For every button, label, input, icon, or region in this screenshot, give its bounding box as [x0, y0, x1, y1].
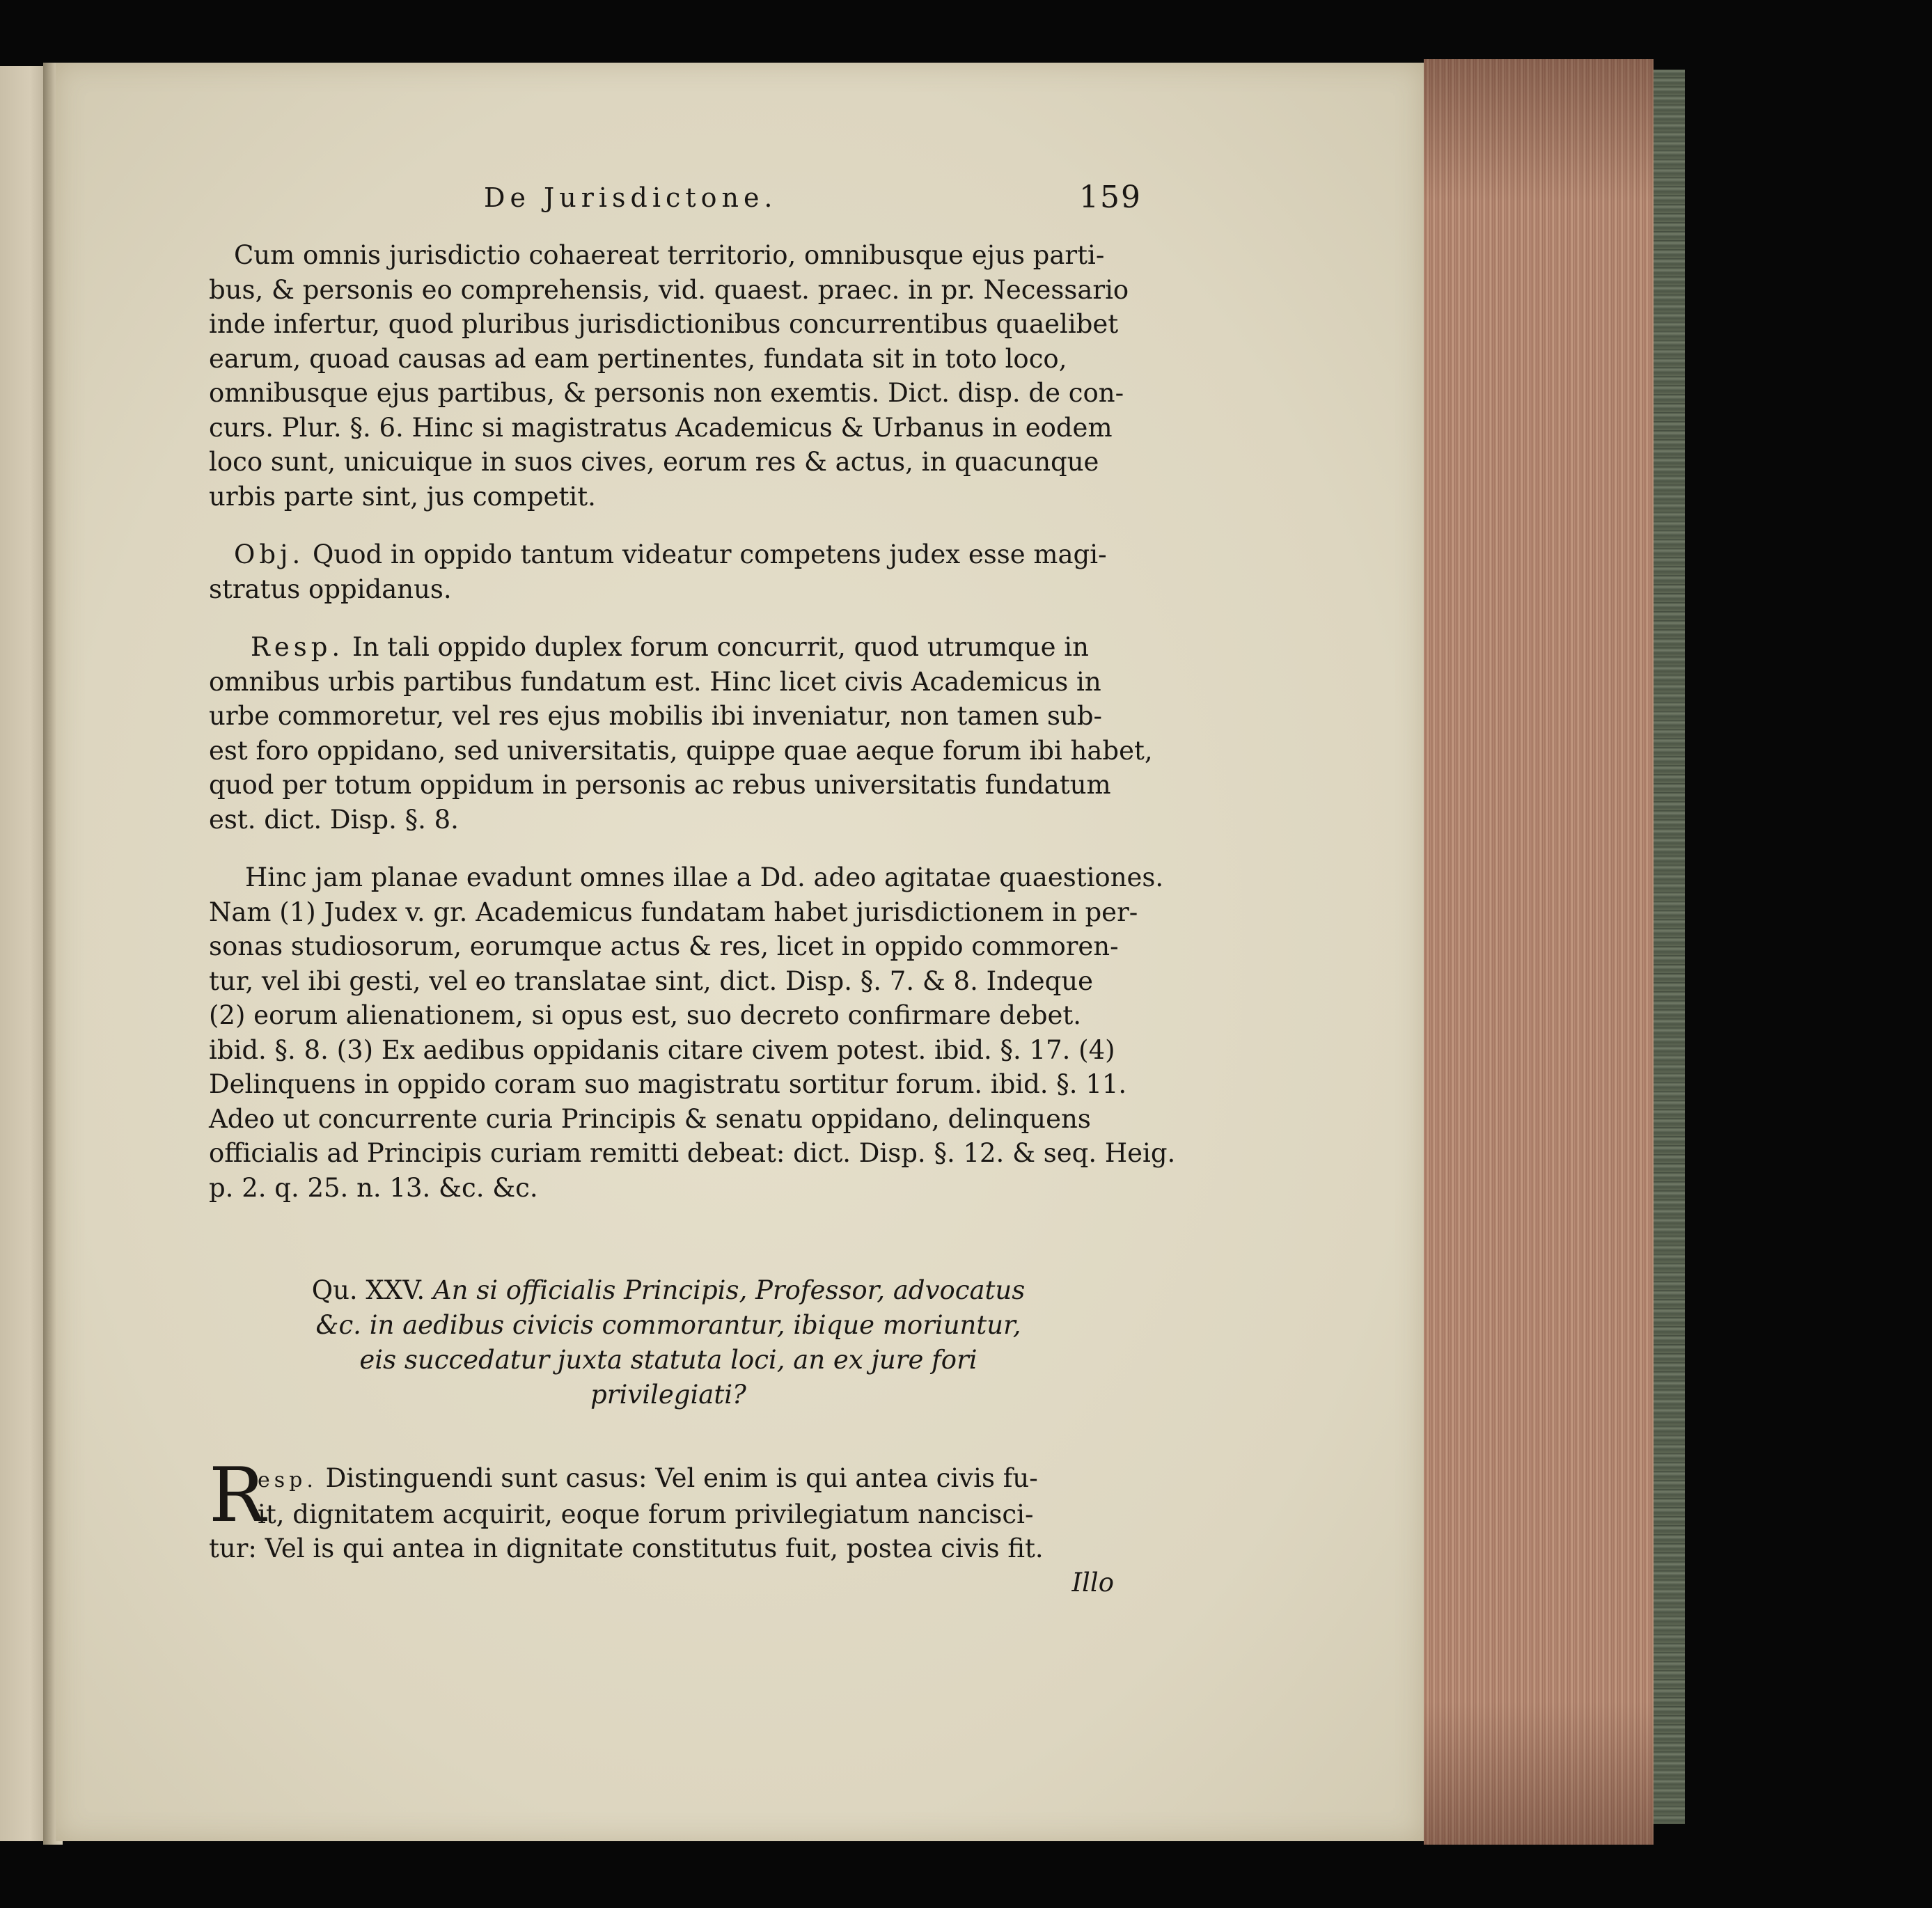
text-line: quod per totum oppidum in personis ac rebus universitatis fundatum [209, 770, 1111, 800]
answer-paragraph [209, 1452, 1128, 1600]
running-head [209, 180, 1142, 238]
text-line: Adeo ut concurrente curia Principis & senatu oppidano, delinquens [209, 1103, 1091, 1134]
catchword: Illo [1071, 1568, 1114, 1598]
question-line [209, 1273, 1128, 1308]
question-line: eis succedatur juxta statuta loci, an ex jure fori [359, 1345, 977, 1375]
text-line: urbe commoretur, vel res ejus mobilis ibi inveniatur, non tamen sub- [209, 701, 1103, 731]
page-block-shade [1424, 59, 1654, 1845]
text-line: omnibus urbis partibus fundatum est. Hinc licet civis Academicus in [209, 666, 1101, 697]
question-heading [209, 1273, 1128, 1412]
text-line: inde infertur, quod pluribus jurisdictionibus concurrentibus quaelibet [209, 309, 1119, 339]
text-line: Hinc jam planae evadunt omnes illae a Dd. adeo agitatae quaestiones. [245, 862, 1164, 892]
text-line: Nam (1) Judex v. gr. Academicus fundatam habet jurisdictionem in per- [209, 897, 1138, 927]
text-line: sonas studiosorum, eorumque actus & res, licet in oppido commoren- [209, 931, 1119, 961]
text-line: p. 2. q. 25. n. 13. &c. &c. [209, 1172, 538, 1203]
text-line-content: Distinguendi sunt casus: Vel enim is qui antea civis fu- [325, 1463, 1038, 1493]
text-line: loco sunt, unicuique in suos cives, eorum res & actus, in quacunque [209, 447, 1099, 477]
obj-label: Obj. [234, 539, 305, 569]
text-line: (2) eorum alienationem, si opus est, suo decreto confirmare debet. [209, 1000, 1082, 1030]
answer-label: esp. [258, 1468, 317, 1492]
question-line: privilegiati? [590, 1380, 746, 1410]
text-line: est foro oppidano, sed universitatis, quippe quae aeque forum ibi habet, [209, 735, 1153, 766]
text-line [209, 1461, 1128, 1497]
running-head-title: De Jurisdictone. [484, 182, 778, 213]
text-line: earum, quoad causas ad eam pertinentes, fundata sit in toto loco, [209, 343, 1067, 374]
paragraph-obj [209, 537, 1128, 606]
text-line: Delinquens in oppido coram suo magistratu sortitur forum. ibid. §. 11. [209, 1069, 1127, 1099]
text-line [209, 630, 1128, 665]
text-line [209, 537, 1128, 572]
text-block [209, 180, 1176, 1600]
text-line-content: Quod in oppido tantum videatur competens judex esse magi- [313, 539, 1107, 569]
resp-label: Resp. [251, 632, 345, 662]
text-line: urbis parte sint, jus competit. [209, 481, 596, 512]
page-number: 159 [1079, 180, 1142, 215]
text-line: stratus oppidanus. [209, 574, 452, 604]
question-line: &c. in aedibus civicis commorantur, ibique moriuntur, [315, 1310, 1021, 1340]
paragraph-4 [209, 860, 1176, 1205]
text-line: Cum omnis jurisdictio cohaereat territorio, omnibusque ejus parti- [234, 240, 1105, 270]
text-line: tur, vel ibi gesti, vel eo translatae sint, dict. Disp. §. 7. & 8. Indeque [209, 965, 1094, 996]
book-cover-edge [1654, 70, 1685, 1824]
question-text: An si officialis Principis, Professor, advocatus [432, 1275, 1026, 1305]
text-line: est. dict. Disp. §. 8. [209, 804, 459, 835]
text-line: officialis ad Principis curiam remitti debeat: dict. Disp. §. 12. & seq. Heig. [209, 1138, 1176, 1168]
text-line: it, dignitatem acquirit, eoque forum privilegiatum nancisci- [258, 1499, 1034, 1529]
text-line: curs. Plur. §. 6. Hinc si magistratus Academicus & Urbanus in eodem [209, 412, 1113, 443]
text-line-content: In tali oppido duplex forum concurrit, quod utrumque in [352, 632, 1089, 662]
text-line: ibid. §. 8. (3) Ex aedibus oppidanis citare civem potest. ibid. §. 17. (4) [209, 1034, 1115, 1065]
text-line: bus, & personis eo comprehensis, vid. quaest. praec. in pr. Necessario [209, 274, 1129, 305]
text-line: tur: Vel is qui antea in dignitate constitutus fuit, postea civis fit. [209, 1534, 1044, 1563]
drop-cap: R [209, 1452, 266, 1539]
paragraph-resp [209, 630, 1153, 837]
text-line: omnibusque ejus partibus, & personis non exemtis. Dict. disp. de con- [209, 378, 1124, 408]
question-number: Qu. XXV. [311, 1275, 425, 1305]
paragraph-1 [209, 238, 1128, 514]
